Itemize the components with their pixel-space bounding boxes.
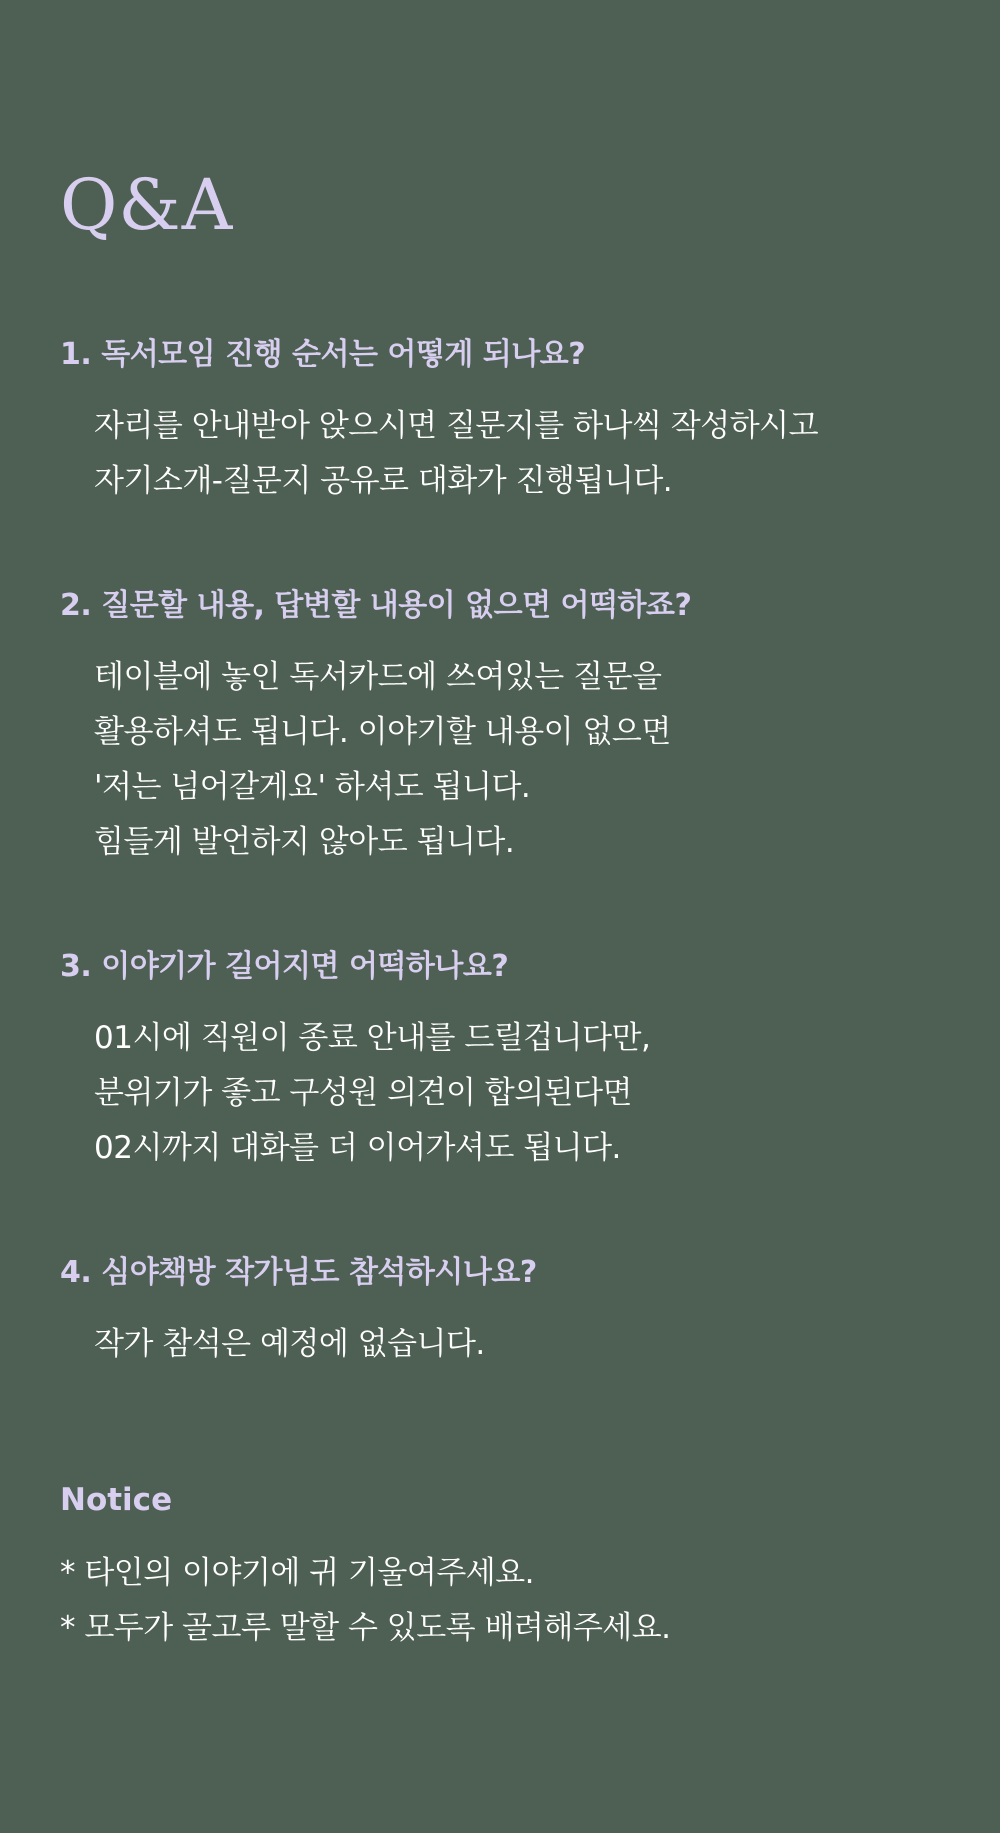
qa-item-1 <box>60 337 940 509</box>
notice-item: * 모두가 골고루 말할 수 있도록 배려해주세요. <box>60 1610 671 1647</box>
notice-list <box>60 1546 940 1656</box>
answer-line: 테이블에 놓인 독서카드에 쓰여있는 질문을 <box>94 659 662 695</box>
answer-4 <box>94 1317 940 1372</box>
qa-item-3 <box>60 949 940 1176</box>
answer-3 <box>94 1011 940 1176</box>
question-2: 2. 질문할 내용, 답변할 내용이 없으면 어떡하죠? <box>60 588 692 623</box>
answer-line: 자리를 안내받아 앉으시면 질문지를 하나씩 작성하시고 <box>94 408 819 444</box>
notice-section <box>60 1482 940 1656</box>
question-4: 4. 심야책방 작가님도 참석하시나요? <box>60 1255 537 1290</box>
notice-title: Notice <box>60 1482 173 1518</box>
answer-line: '저는 넘어갈게요' 하셔도 됩니다. <box>94 769 531 805</box>
notice-item: * 타인의 이야기에 귀 기울여주세요. <box>60 1555 535 1592</box>
page-title: Q&A <box>60 164 234 246</box>
question-1: 1. 독서모임 진행 순서는 어떻게 되나요? <box>60 337 586 372</box>
answer-line: 힘들게 발언하지 않아도 됩니다. <box>94 824 515 860</box>
answer-line: 작가 참석은 예정에 없습니다. <box>94 1326 485 1362</box>
answer-line: 자기소개-질문지 공유로 대화가 진행됩니다. <box>94 463 673 499</box>
qa-item-4 <box>60 1255 940 1372</box>
answer-line: 01시에 직원이 종료 안내를 드릴겁니다만, <box>94 1020 651 1056</box>
answer-1 <box>94 399 940 509</box>
answer-line: 활용하셔도 됩니다. 이야기할 내용이 없으면 <box>94 714 671 750</box>
answer-2 <box>94 650 940 870</box>
answer-line: 02시까지 대화를 더 이어가셔도 됩니다. <box>94 1130 621 1166</box>
qa-item-2 <box>60 588 940 870</box>
answer-line: 분위기가 좋고 구성원 의견이 합의된다면 <box>94 1075 632 1111</box>
question-3: 3. 이야기가 길어지면 어떡하나요? <box>60 949 509 984</box>
